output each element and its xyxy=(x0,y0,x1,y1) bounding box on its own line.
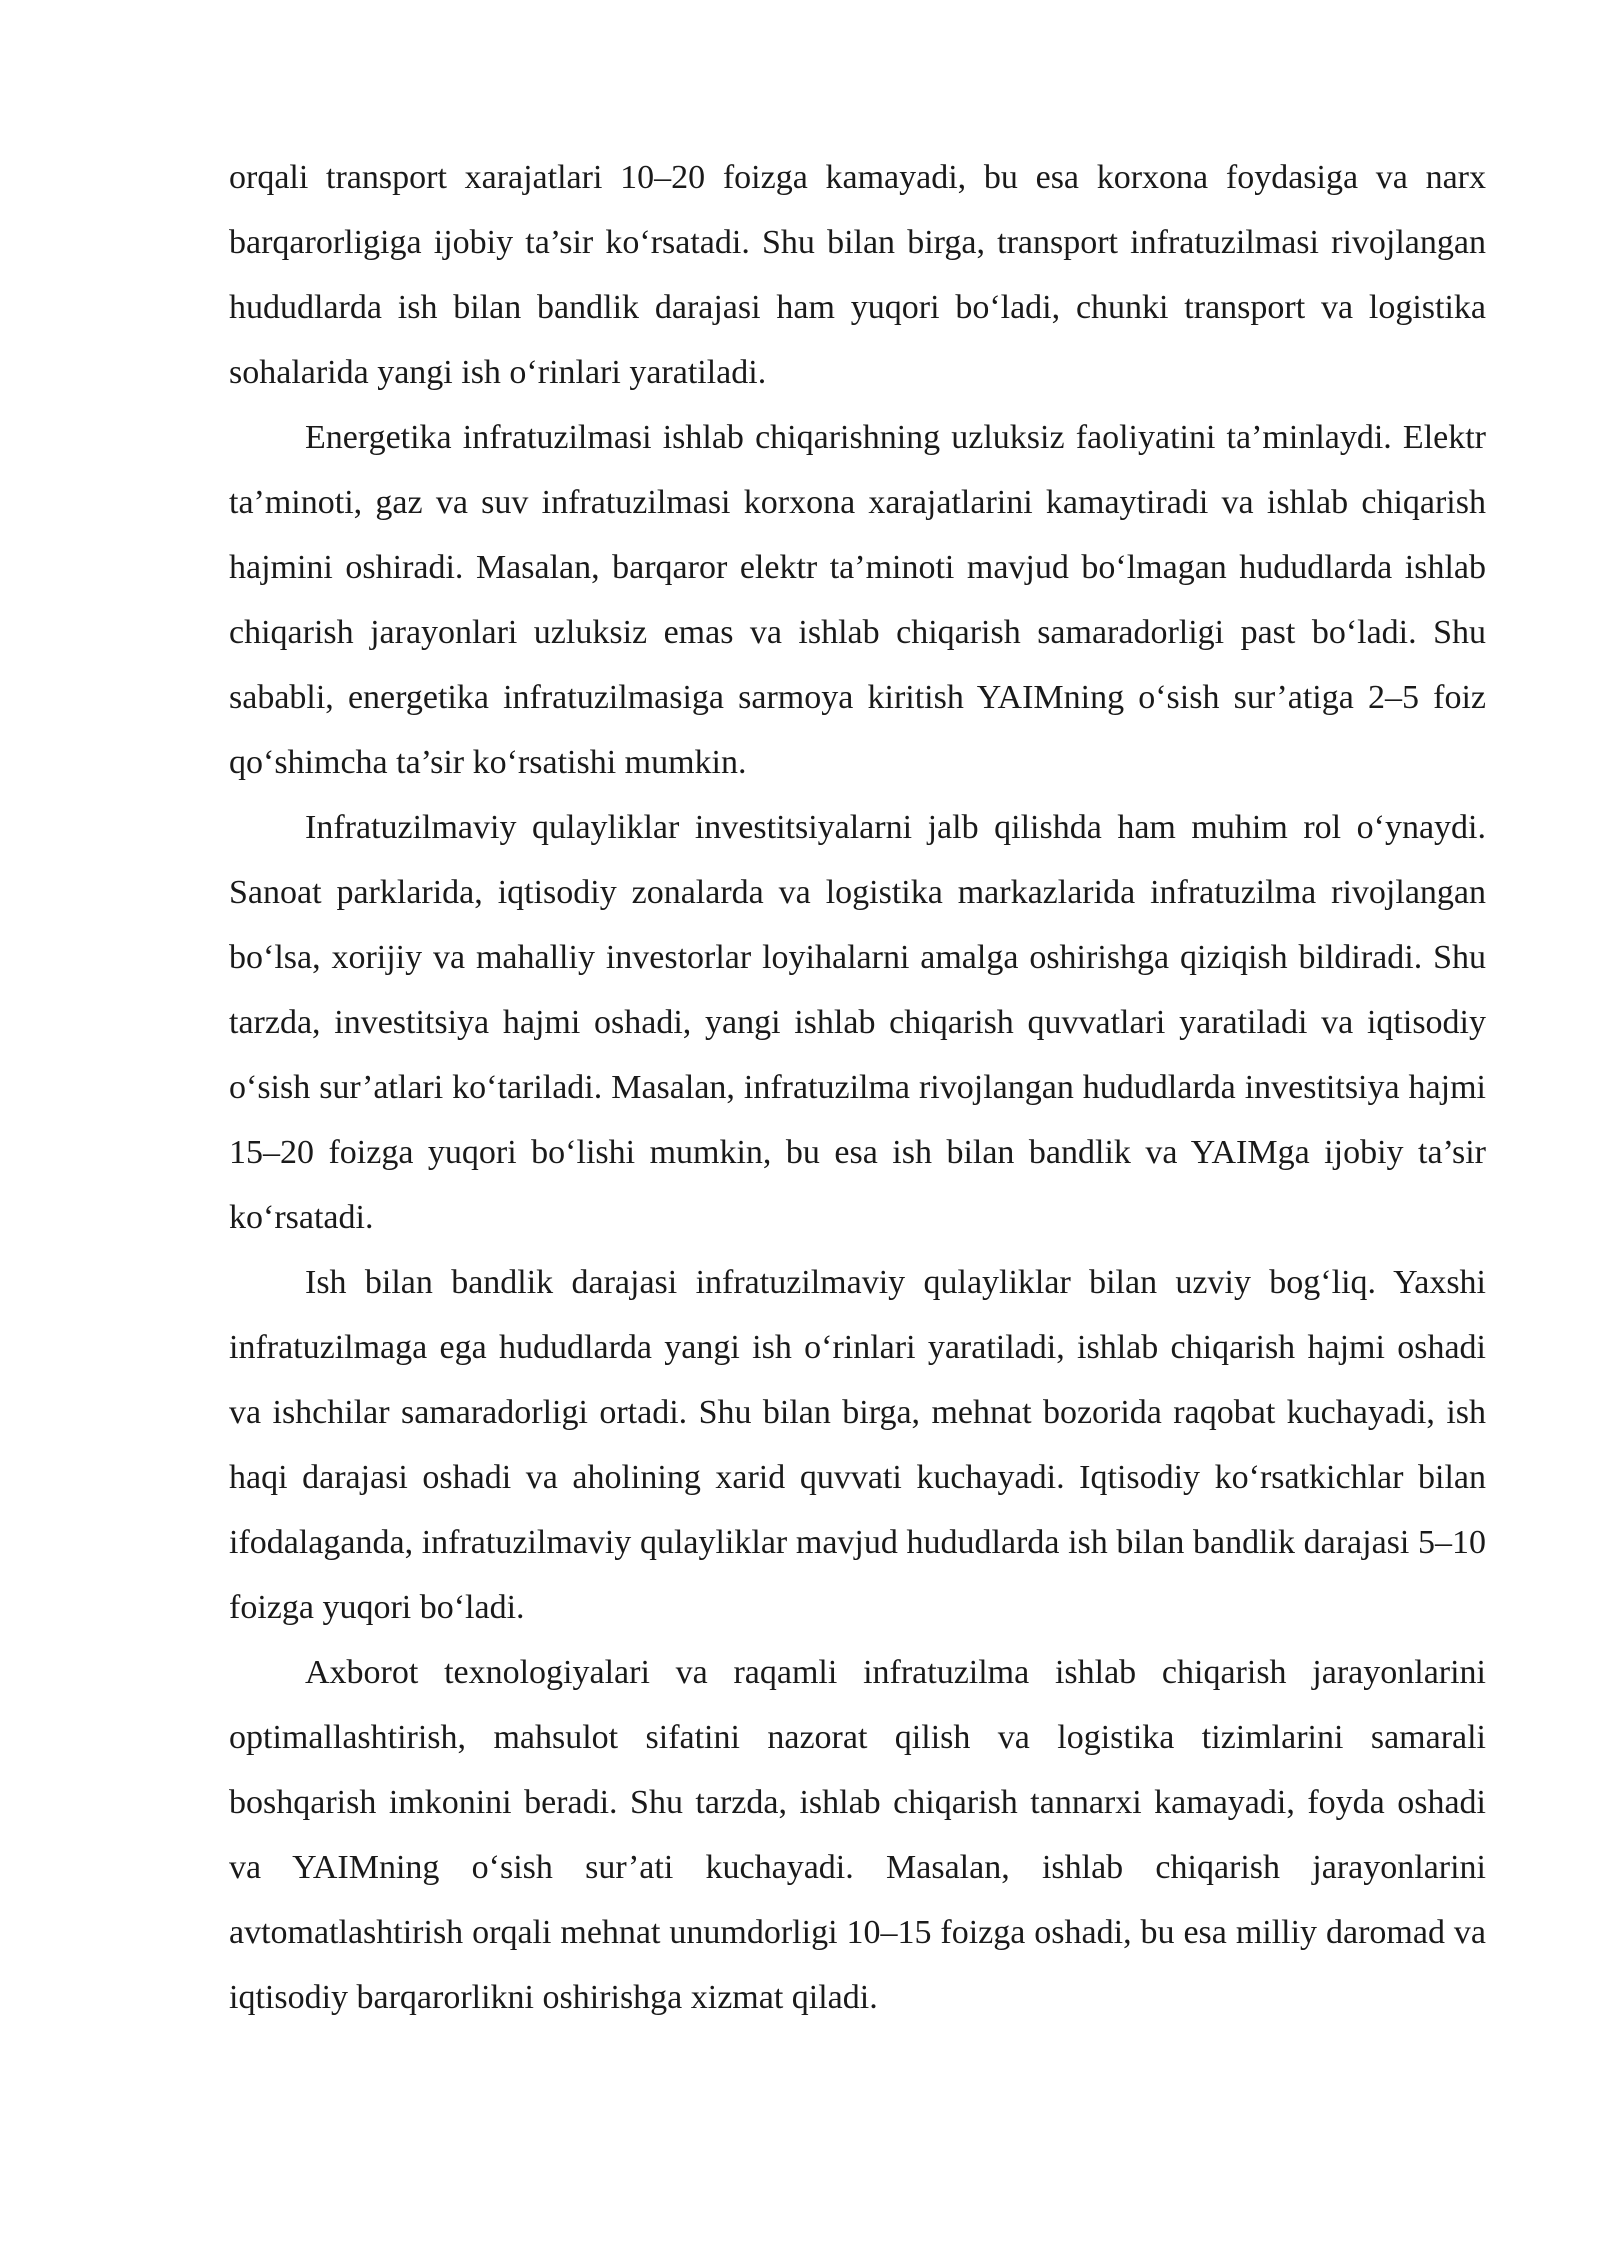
paragraph-digital-infrastructure: Axborot texnologiyalari va raqamli infratuzilma ishlab chiqarish jarayonlarini optimallashtirish, mahsulot sifatini nazorat qilish va logistika tizimlarini samarali boshqarish imkonini beradi. Shu tarzda, ishlab chiqarish tannarxi kamayadi, foyda oshadi va YAIMning o‘sish sur’ati kuchayadi. Masalan, ishlab chiqarish jarayonlarini avtomatlashtirish orqali mehnat unumdorligi 10–15 foizga oshadi, bu esa milliy daromad va iqtisodiy barqarorlikni oshirishga xizmat qiladi. xyxy=(229,1654,1486,2016)
paragraph-investment-attraction: Infratuzilmaviy qulayliklar investitsiyalarni jalb qilishda ham muhim rol o‘ynaydi. Sanoat parklarida, iqtisodiy zonalarda va logistika markazlarida infratuzilma rivojlangan bo‘lsa, xorijiy va mahalliy investorlar loyihalarni amalga oshirishga qiziqish bildiradi. Shu tarzda, investitsiya hajmi oshadi, yangi ishlab chiqarish quvvatlari yaratiladi va iqtisodiy o‘sish sur’atlari ko‘tariladi. Masalan, infratuzilma rivojlangan hududlarda investitsiya hajmi 15–20 foizga yuqori bo‘lishi mumkin, bu esa ish bilan bandlik va YAIMga ijobiy ta’sir ko‘rsatadi. xyxy=(229,809,1486,1236)
document-page xyxy=(229,145,1486,2030)
paragraph-transport-costs: orqali transport xarajatlari 10–20 foizga kamayadi, bu esa korxona foydasiga va narx barqarorligiga ijobiy ta’sir ko‘rsatadi. Shu bilan birga, transport infratuzilmasi rivojlangan hududlarda ish bilan bandlik darajasi ham yuqori bo‘ladi, chunki transport va logistika sohalarida yangi ish o‘rinlari yaratiladi. xyxy=(229,159,1486,391)
paragraph-employment: Ish bilan bandlik darajasi infratuzilmaviy qulayliklar bilan uzviy bog‘liq. Yaxshi infratuzilmaga ega hududlarda yangi ish o‘rinlari yaratiladi, ishlab chiqarish hajmi oshadi va ishchilar samaradorligi ortadi. Shu bilan birga, mehnat bozorida raqobat kuchayadi, ish haqi darajasi oshadi va aholining xarid quvvati kuchayadi. Iqtisodiy ko‘rsatkichlar bilan ifodalaganda, infratuzilmaviy qulayliklar mavjud hududlarda ish bilan bandlik darajasi 5–10 foizga yuqori bo‘ladi. xyxy=(229,1264,1486,1626)
paragraph-energy-infrastructure: Energetika infratuzilmasi ishlab chiqarishning uzluksiz faoliyatini ta’minlaydi. Elektr ta’minoti, gaz va suv infratuzilmasi korxona xarajatlarini kamaytiradi va ishlab chiqarish hajmini oshiradi. Masalan, barqaror elektr ta’minoti mavjud bo‘lmagan hududlarda ishlab chiqarish jarayonlari uzluksiz emas va ishlab chiqarish samaradorligi past bo‘ladi. Shu sababli, energetika infratuzilmasiga sarmoya kiritish YAIMning o‘sish sur’atiga 2–5 foiz qo‘shimcha ta’sir ko‘rsatishi mumkin. xyxy=(229,419,1486,781)
